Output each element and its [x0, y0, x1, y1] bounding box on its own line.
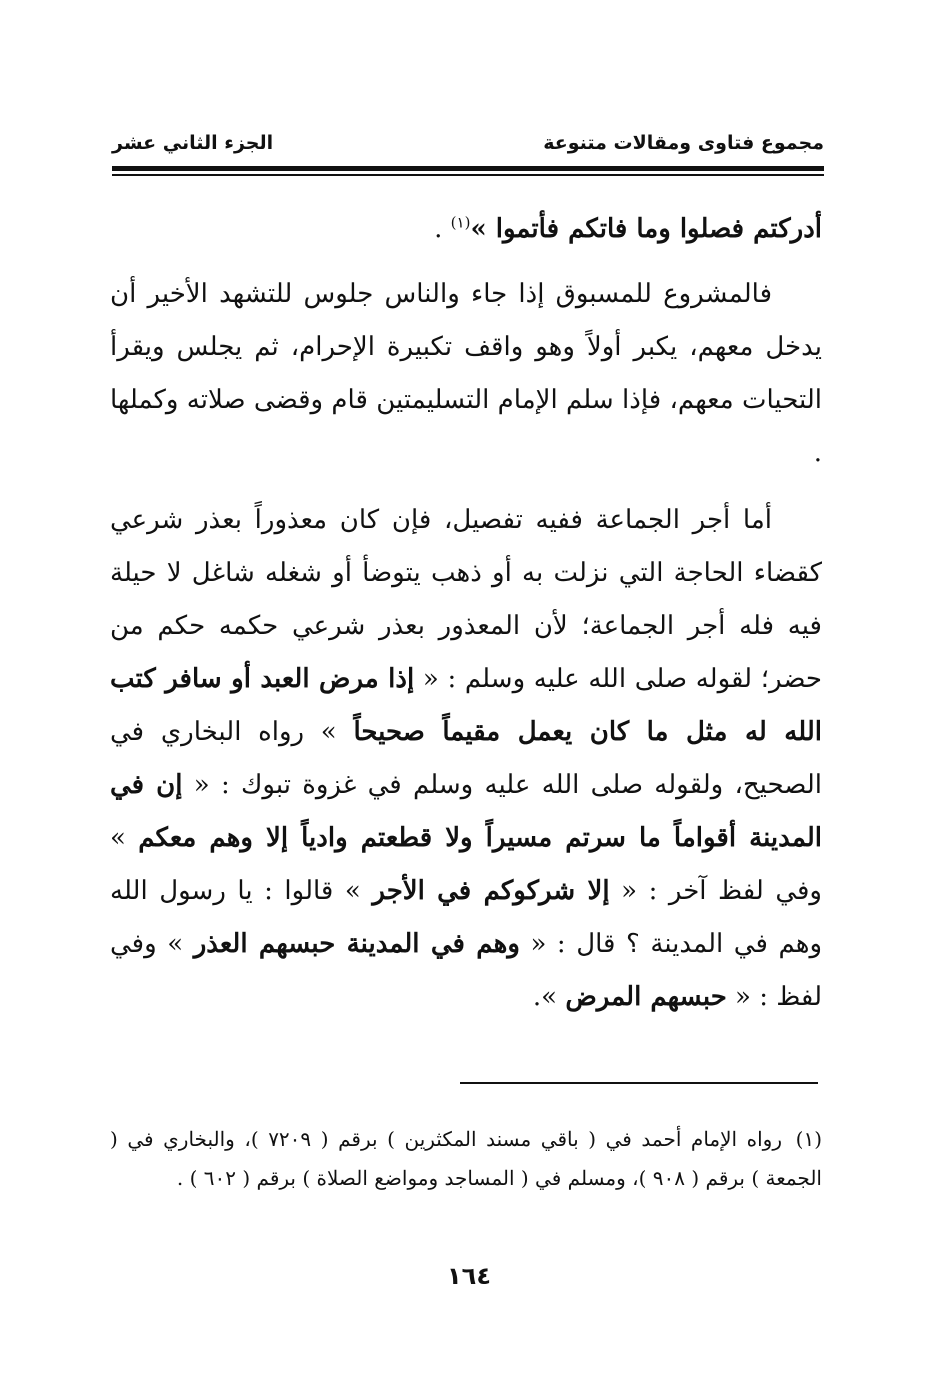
footnote-mark: (١): [795, 1127, 822, 1151]
paragraph-1: [110, 203, 822, 256]
paragraph-3-text-2: » رواه البخاري في الصحيح، ولقوله صلى الله عليه وسلم في غزوة تبوك : «: [110, 717, 822, 800]
paragraph-3-text-4: » قالوا : يا رسول الله وهم في المدينة ؟ قال : «: [110, 876, 823, 959]
hadith-quote-3: إلا شركوكم في الأجر: [372, 876, 610, 906]
paragraph-3-text-1: أما أجر الجماعة ففيه تفصيل، فإن كان معذوراً بعذر شرعي كقضاء الحاجة التي نزلت به أو ذهب يتوضأ أو شغله شاغل لا حيلة فيه فله أجر الجماعة؛ لأن المعذور بعذر شرعي حكمه حكم من حضر؛ لقوله صلى الله عليه وسلم : «: [110, 505, 823, 694]
paragraph-2: فالمشروع للمسبوق إذا جاء والناس جلوس للتشهد الأخير أن يدخل معهم، يكبر أولاً وهو واقف تكبيرة الإحرام، ثم يجلس ويقرأ التحيات معهم، فإذا سلم الإمام التسليمتين قام وقضى صلاته وكملها .: [110, 279, 822, 468]
paragraph-1-tail: .: [434, 214, 451, 244]
footnote-separator: [460, 1082, 818, 1084]
hadith-quote-2: إن في المدينة أقواماً ما سرتم مسيراً ولا قطعتم وادياً إلا وهم معكم: [110, 770, 822, 853]
footnote: [110, 1120, 822, 1198]
header-volume: الجزء الثاني عشر: [112, 132, 274, 154]
footnote-reference[interactable]: (١): [450, 213, 471, 232]
paragraph-3-text-3: » وفي لفظ آخر : «: [110, 823, 822, 906]
hadith-quote-4: وهم في المدينة حبسهم العذر: [193, 929, 520, 959]
hadith-quote-5: حبسهم المرض: [565, 982, 727, 1012]
page-number: ١٦٤: [447, 1262, 491, 1290]
running-header: [112, 128, 824, 164]
paragraph-3-text-6: ».: [532, 982, 566, 1012]
header-book-title: مجموع فتاوى ومقالات متنوعة: [543, 132, 824, 154]
main-text: [110, 203, 822, 1038]
footnote-text: رواه الإمام أحمد في ( باقي مسند المكثرين ) برقم ( ٧٢٠٩ )، والبخاري في ( الجمعة ) برقم ( ٩٠٨ )، ومسلم في ( المساجد ومواضع الصلاة ) برقم ( ٦٠٢ ) .: [110, 1127, 822, 1190]
hadith-quote-end: أدركتم فصلوا وما فاتكم فأتموا »: [470, 214, 822, 244]
header-rule-thin: [112, 174, 824, 176]
header-rule-thick: [112, 166, 824, 171]
paragraph-3: [110, 494, 822, 1024]
paragraph-3-text-5: » وفي لفظ : «: [110, 929, 822, 1012]
hadith-quote-1: إذا مرض العبد أو سافر كتب الله له مثل ما كان يعمل مقيماً صحيحاً: [110, 664, 823, 747]
